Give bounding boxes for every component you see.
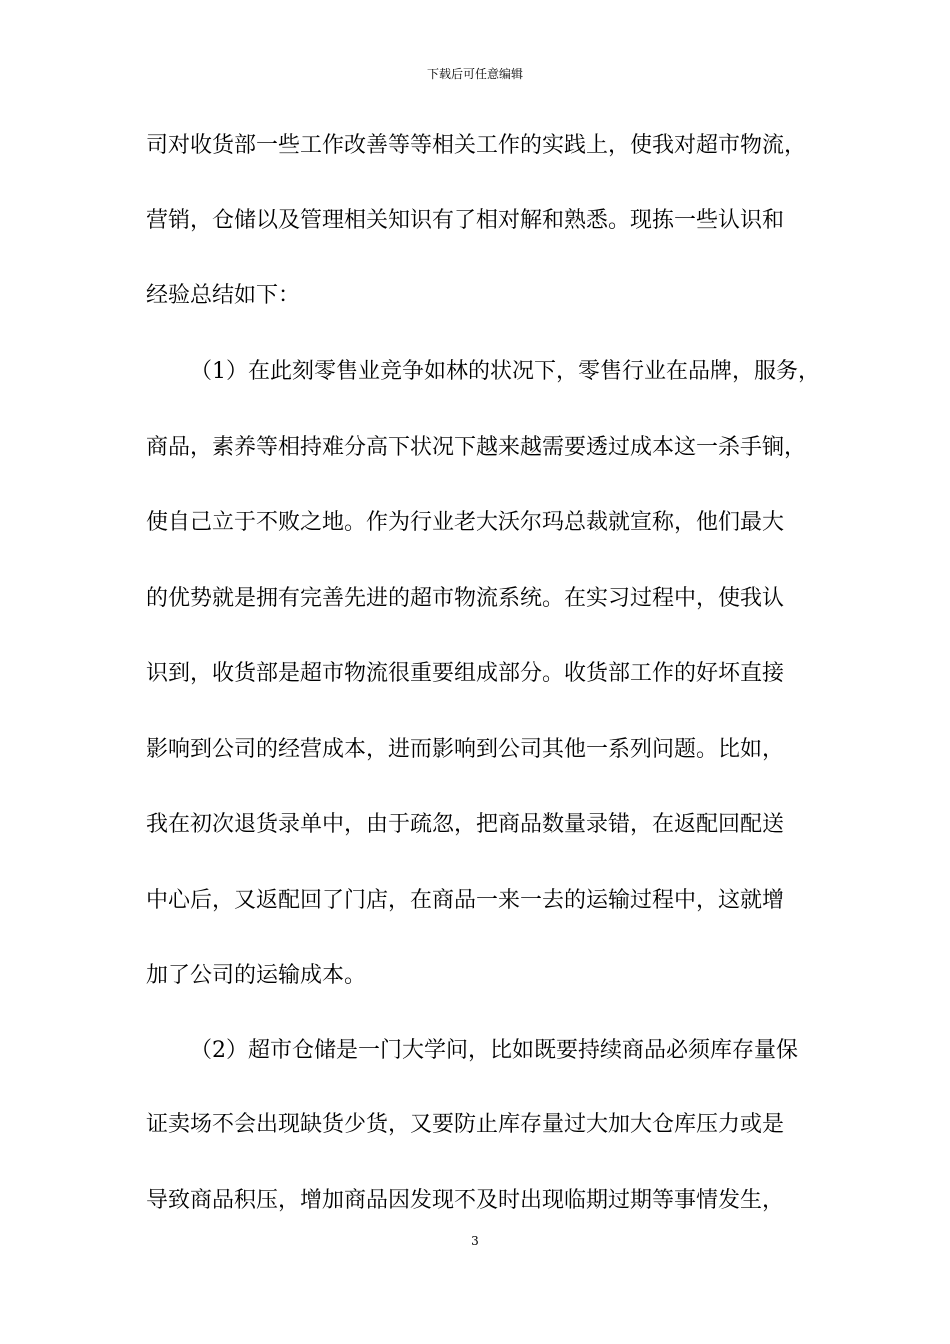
body-line: 加了公司的运输成本。	[146, 963, 367, 988]
body-line: 营销，仓储以及管理相关知识有了相对解和熟悉。现拣一些认识和	[146, 208, 785, 233]
body-line: 我在初次退货录单中，由于疏忽，把商品数量录错，在返配回配送	[146, 812, 785, 837]
body-line: 的优势就是拥有完善先进的超市物流系统。在实习过程中，使我认	[146, 586, 785, 611]
body-line: 证卖场不会出现缺货少货，又要防止库存量过大加大仓库压力或是	[146, 1112, 785, 1137]
paragraph-2-line: （2）超市仓储是一门大学问，比如既要持续商品必须库存量保	[190, 1038, 798, 1063]
body-line: 识到，收货部是超市物流很重要组成部分。收货部工作的好坏直接	[146, 661, 785, 686]
body-line: 司对收货部一些工作改善等等相关工作的实践上，使我对超市物流，	[146, 133, 807, 158]
body-line: 中心后，又返配回了门店，在商品一来一去的运输过程中，这就增	[146, 888, 785, 913]
body-line: 商品，素养等相持难分高下状况下越来越需要透过成本这一杀手锏，	[146, 435, 807, 460]
page-header: 下载后可任意编辑	[426, 67, 523, 81]
body-line: 影响到公司的经营成本，进而影响到公司其他一系列问题。比如，	[146, 737, 785, 762]
body-line: 经验总结如下：	[146, 283, 301, 308]
page-number: 3	[471, 1234, 479, 1248]
body-line: 使自己立于不败之地。作为行业老大沃尔玛总裁就宣称，他们最大	[146, 510, 785, 535]
paragraph-1-line: （1）在此刻零售业竞争如林的状况下，零售行业在品牌，服务，	[190, 359, 820, 384]
body-line: 导致商品积压，增加商品因发现不及时出现临期过期等事情发生，	[146, 1188, 785, 1213]
